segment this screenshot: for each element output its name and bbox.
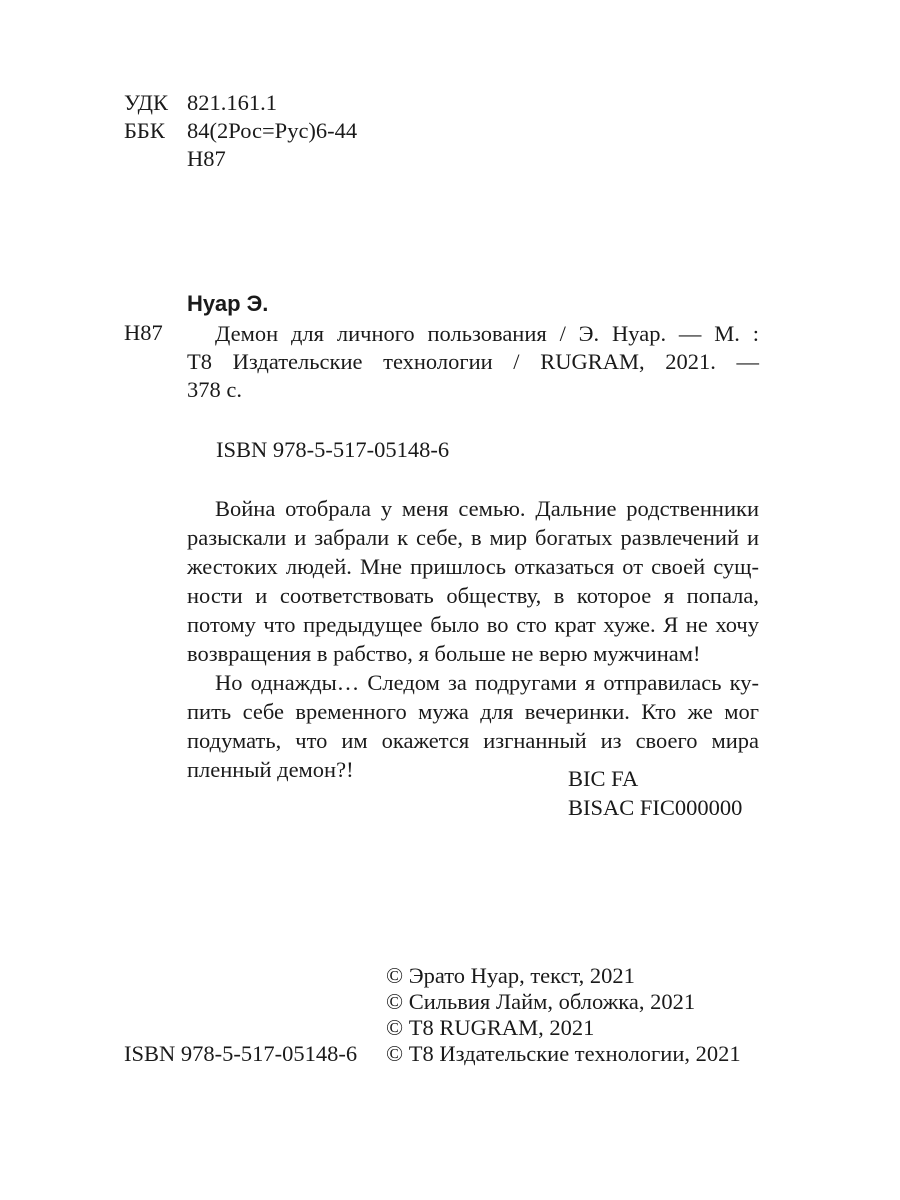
annotation-line: Война отобрала у меня семью. Дальние родственники	[215, 496, 759, 521]
isbn-copyright: ISBN 978-5-517-05148-6	[124, 1041, 358, 1066]
bic-code: BIC FA	[568, 766, 639, 791]
bbk-label: ББК	[124, 118, 165, 143]
isbn-record: ISBN 978-5-517-05148-6	[216, 437, 450, 462]
copyright-line: © Т8 Издательские технологии, 2021	[386, 1041, 741, 1066]
copyright-line: © Эрато Нуар, текст, 2021	[386, 963, 635, 988]
annotation-line: возвращения в рабство, я больше не верю мужчинам!	[187, 641, 701, 666]
copyright-line: © Сильвия Лайм, обложка, 2021	[386, 989, 696, 1014]
bib-line: 378 с.	[187, 377, 242, 402]
cutter-code-top: Н87	[187, 146, 226, 171]
udk-label: УДК	[124, 90, 169, 115]
udk-value: 821.161.1	[187, 90, 277, 115]
annotation-line: жестоких людей. Мне пришлось отказаться от своей сущ-	[187, 554, 759, 579]
annotation	[187, 494, 759, 784]
annotation-line: подумать, что им окажется изгнанный из своего мира	[187, 728, 759, 753]
annotation-line: пить себе временного мужа для вечеринки. Кто же мог	[187, 699, 759, 724]
bbk-value: 84(2Рос=Рус)6-44	[187, 118, 358, 143]
annotation-line: разыскали и забрали к себе, в мир богатых развлечений и	[187, 525, 759, 550]
author-heading: Нуар Э.	[187, 291, 269, 316]
cutter-code-record: Н87	[124, 320, 163, 345]
bibliographic-description	[187, 320, 759, 404]
bisac-code: BISAC FIC000000	[568, 795, 743, 820]
annotation-line: Но однажды… Следом за подругами я отправилась ку-	[215, 670, 759, 695]
copyright-line: © Т8 RUGRAM, 2021	[386, 1015, 595, 1040]
annotation-line: пленный демон?!	[187, 757, 354, 782]
bib-line: Т8 Издательские технологии / RUGRAM, 2021. —	[187, 349, 759, 374]
annotation-line: потому что предыдущее было во сто крат хуже. Я не хочу	[187, 612, 759, 637]
bib-line: Демон для личного пользования / Э. Нуар. — М. :	[215, 321, 759, 346]
annotation-line: ности и соответствовать обществу, в которое я попала,	[187, 583, 759, 608]
